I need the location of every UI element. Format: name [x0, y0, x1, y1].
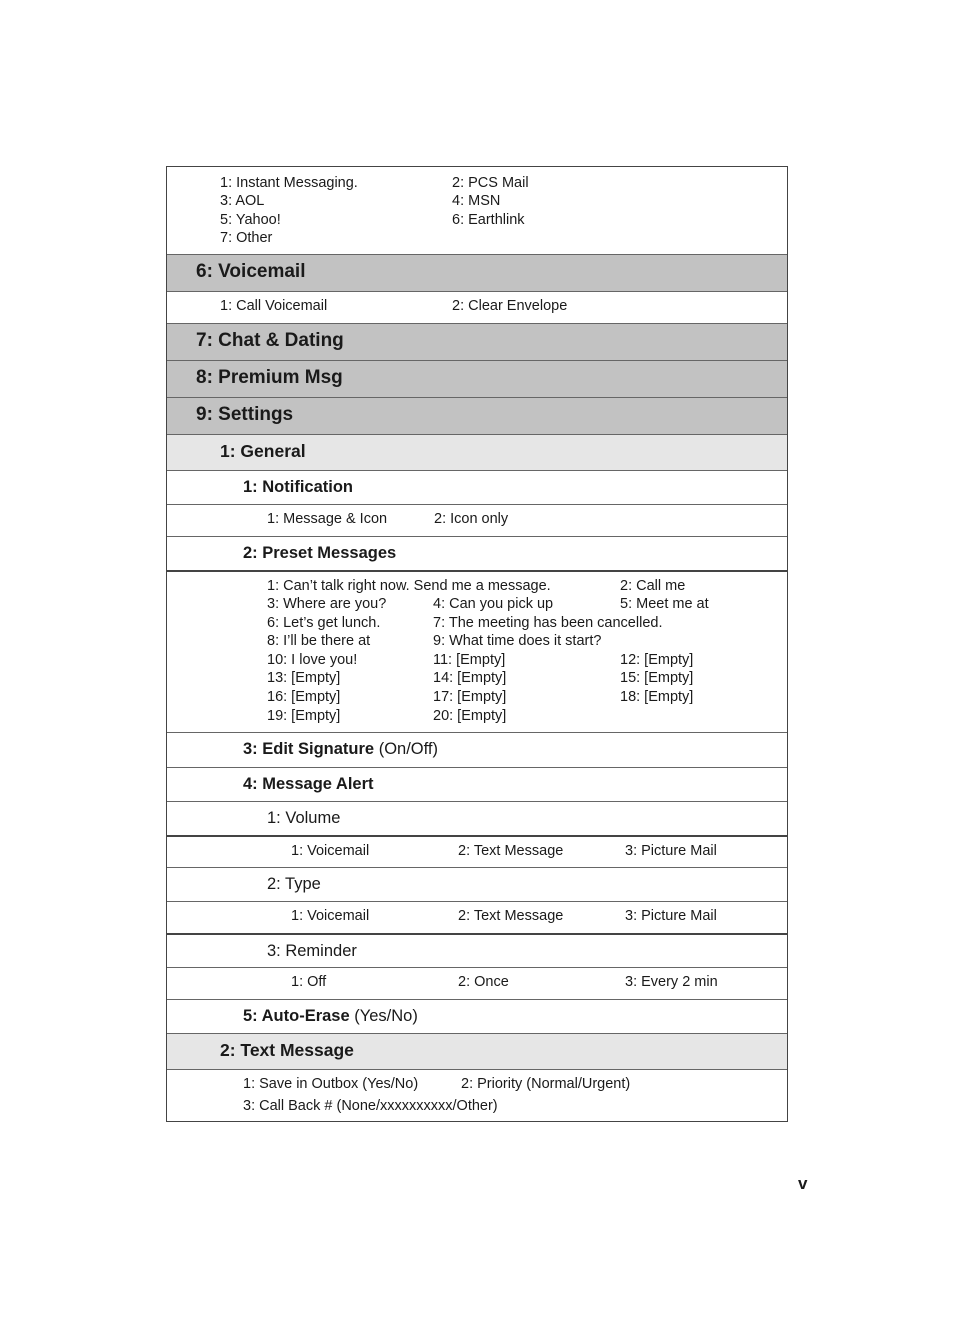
item-message-alert [167, 767, 787, 801]
list-item: 1: Voicemail [291, 908, 370, 924]
item-title: 2: Preset Messages [243, 544, 397, 562]
list-item: 12: [Empty] [620, 652, 694, 668]
list-item: 3: Every 2 min [625, 974, 718, 990]
item-title: 5: Auto-Erase [243, 1007, 350, 1025]
reminder-items [167, 967, 787, 999]
messaging-items [167, 167, 787, 254]
list-item: 18: [Empty] [620, 689, 694, 705]
list-item: 1: Instant Messaging. [220, 175, 358, 191]
subsection-text-message [167, 1033, 787, 1069]
list-item: 3: Picture Mail [625, 843, 717, 859]
list-item: 6: Earthlink [452, 212, 525, 228]
voicemail-items [167, 291, 787, 323]
item-title: 1: Volume [267, 809, 341, 827]
list-item: 7: Other [220, 230, 273, 246]
list-item: 8: I’ll be there at [267, 633, 371, 649]
list-item: 4: MSN [452, 193, 501, 209]
list-item: 19: [Empty] [267, 708, 341, 724]
item-notification [167, 470, 787, 504]
item-volume [167, 801, 787, 835]
item-options: (Yes/No) [354, 1007, 418, 1025]
item-reminder [167, 933, 787, 967]
list-item: 9: What time does it start? [433, 633, 602, 649]
item-edit-signature [167, 732, 787, 767]
item-preset-messages [167, 536, 787, 570]
item-title: 3: Reminder [267, 942, 357, 960]
item-title: 4: Message Alert [243, 775, 374, 793]
item-title: 2: Type [267, 875, 321, 893]
list-item: 17: [Empty] [433, 689, 507, 705]
list-item: 11: [Empty] [433, 652, 506, 668]
section-chat-dating [167, 323, 787, 360]
item-title: 1: Notification [243, 478, 353, 496]
section-title: 9: Settings [196, 404, 294, 425]
list-item: 13: [Empty] [267, 670, 341, 686]
section-settings [167, 397, 787, 434]
list-item: 1: Save in Outbox (Yes/No) [243, 1076, 419, 1092]
menu-table [166, 166, 788, 1122]
list-item: 5: Meet me at [620, 596, 709, 612]
list-item: 15: [Empty] [620, 670, 694, 686]
list-item: 5: Yahoo! [220, 212, 281, 228]
list-item: 3: Where are you? [267, 596, 387, 612]
item-auto-erase [167, 999, 787, 1033]
list-item: 2: PCS Mail [452, 175, 529, 191]
text-message-items [167, 1069, 787, 1121]
list-item: 1: Call Voicemail [220, 298, 328, 314]
list-item: 2: Text Message [458, 843, 564, 859]
volume-items [167, 835, 787, 867]
notification-items [167, 504, 787, 536]
list-item: 7: The meeting has been cancelled. [433, 615, 663, 631]
list-item: 2: Text Message [458, 908, 564, 924]
list-item: 2: Clear Envelope [452, 298, 568, 314]
section-title: 7: Chat & Dating [196, 330, 344, 351]
section-premium-msg [167, 360, 787, 397]
list-item: 2: Priority (Normal/Urgent) [461, 1076, 631, 1092]
list-item: 2: Icon only [434, 511, 509, 527]
list-item: 2: Once [458, 974, 509, 990]
list-item: 4: Can you pick up [433, 596, 554, 612]
list-item: 1: Off [291, 974, 327, 990]
subsection-title: 1: General [220, 441, 306, 461]
item-options: (On/Off) [378, 740, 438, 758]
list-item: 14: [Empty] [433, 670, 507, 686]
item-title: 3: Edit Signature [243, 740, 375, 758]
list-item: 16: [Empty] [267, 689, 341, 705]
page-number: v [798, 1174, 808, 1193]
preset-messages-items [167, 570, 787, 732]
list-item: 20: [Empty] [433, 708, 507, 724]
list-item: 3: AOL [220, 193, 265, 209]
section-voicemail [167, 254, 787, 291]
subsection-general [167, 434, 787, 470]
list-item: 3: Call Back # (None/xxxxxxxxxx/Other) [243, 1098, 498, 1114]
section-title: 8: Premium Msg [196, 367, 343, 388]
list-item: 3: Picture Mail [625, 908, 717, 924]
type-items [167, 901, 787, 933]
list-item: 6: Let’s get lunch. [267, 615, 381, 631]
list-item: 1: Voicemail [291, 843, 370, 859]
list-item: 1: Message & Icon [267, 511, 388, 527]
section-title: 6: Voicemail [196, 261, 306, 282]
item-type [167, 867, 787, 901]
list-item: 2: Call me [620, 578, 686, 594]
subsection-title: 2: Text Message [220, 1040, 354, 1060]
list-item: 1: Can’t talk right now. Send me a message. [267, 578, 551, 594]
list-item: 10: I love you! [267, 652, 358, 668]
